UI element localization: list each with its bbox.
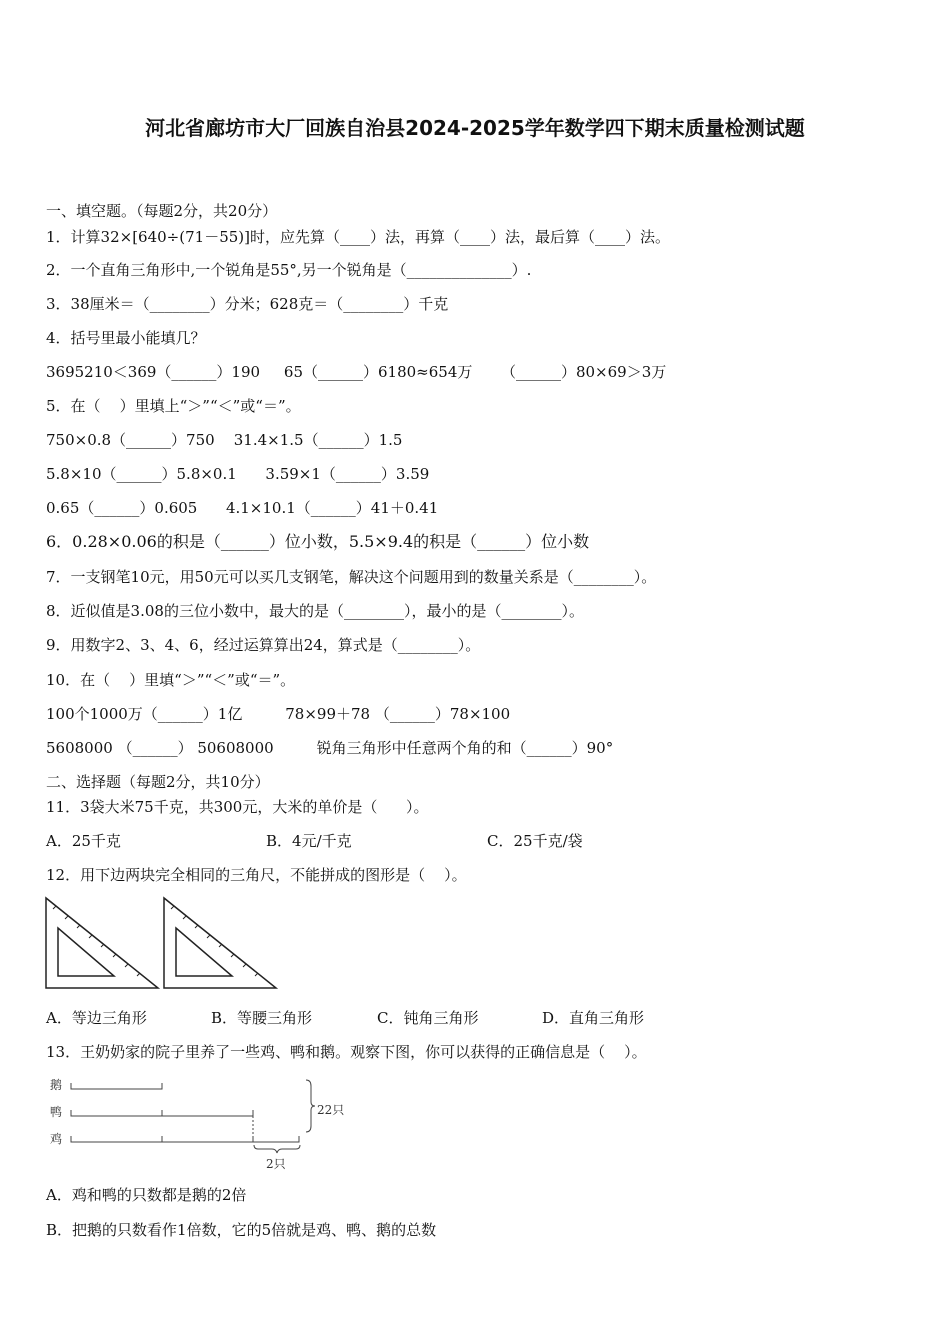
total-label: 22只 — [317, 1103, 345, 1117]
question-3: 3．38厘米＝（________）分米；628克＝（________）千克 — [46, 295, 449, 313]
section-heading: 一、填空题。（每题2分，共20分） — [46, 202, 278, 220]
question-5-row: 5.8×10（______）5.8×0.1 3.59×1（______）3.59 — [46, 465, 430, 483]
question-12: 12．用下边两块完全相同的三角尺，不能拼成的图形是（ ）。 — [46, 866, 467, 884]
question-4-row: 3695210＜369（______）190 65（______）6180≈654万 （______）80×69＞3万 — [46, 363, 667, 381]
difference-label: 2只 — [266, 1157, 286, 1171]
option-a[interactable]: A．25千克 — [46, 832, 121, 850]
question-9: 9．用数字2、3、4、6，经过运算算出24，算式是（________）。 — [46, 636, 481, 654]
question-2: 2．一个直角三角形中,一个锐角是55°,另一个锐角是（______________）. — [46, 261, 532, 279]
option-a[interactable]: A．鸡和鸭的只数都是鹅的2倍 — [46, 1186, 247, 1204]
question-5-row: 750×0.8（______）750 31.4×1.5（______）1.5 — [46, 431, 403, 449]
chicken-label: 鸡 — [50, 1132, 63, 1146]
question-10-row: 5608000 （______） 50608000 锐角三角形中任意两个角的和（______）90° — [46, 739, 614, 757]
option-a[interactable]: A．等边三角形 — [46, 1009, 147, 1027]
duck-label: 鸭 — [50, 1105, 63, 1119]
line-segment-diagram — [40, 1070, 380, 1180]
question-6: 6．0.28×0.06的积是（______）位小数，5.5×9.4的积是（______）位小数 — [46, 532, 590, 551]
set-square-figure — [44, 896, 279, 990]
question-8: 8．近似值是3.08的三位小数中，最大的是（________），最小的是（________）。 — [46, 602, 584, 620]
question-11: 11．3袋大米75千克，共300元，大米的单价是（ ）。 — [46, 798, 429, 816]
option-d[interactable]: D．直角三角形 — [542, 1009, 645, 1027]
section-heading: 二、选择题（每题2分，共10分） — [46, 773, 270, 791]
question-1: 1．计算32×[640÷(71－55)]时，应先算（____）法，再算（____）法，最后算（____）法。 — [46, 228, 670, 246]
option-b[interactable]: B．4元/千克 — [266, 832, 352, 850]
goose-label: 鹅 — [50, 1078, 63, 1092]
question-10: 10．在（ ）里填“＞”“＜”或“＝”。 — [46, 671, 296, 689]
question-10-row: 100个1000万（______）1亿 78×99＋78 （______）78×100 — [46, 705, 511, 723]
option-b[interactable]: B．等腰三角形 — [211, 1009, 313, 1027]
question-5: 5．在（ ）里填上“＞”“＜”或“＝”。 — [46, 397, 301, 415]
question-7: 7．一支钢笔10元，用50元可以买几支钢笔，解决这个问题用到的数量关系是（________）。 — [46, 568, 657, 586]
option-c[interactable]: C．钝角三角形 — [377, 1009, 479, 1027]
question-4: 4．括号里最小能填几？ — [46, 329, 206, 347]
option-b[interactable]: B．把鹅的只数看作1倍数，它的5倍就是鸡、鸭、鹅的总数 — [46, 1221, 437, 1239]
option-c[interactable]: C．25千克/袋 — [487, 832, 583, 850]
question-13: 13．王奶奶家的院子里养了一些鸡、鸭和鹅。观察下图，你可以获得的正确信息是（ ）。 — [46, 1043, 647, 1061]
page-title: 河北省廊坊市大厂回族自治县2024-2025学年数学四下期末质量检测试题 — [145, 116, 805, 140]
question-5-row: 0.65（______）0.605 4.1×10.1（______）41＋0.41 — [46, 499, 439, 517]
